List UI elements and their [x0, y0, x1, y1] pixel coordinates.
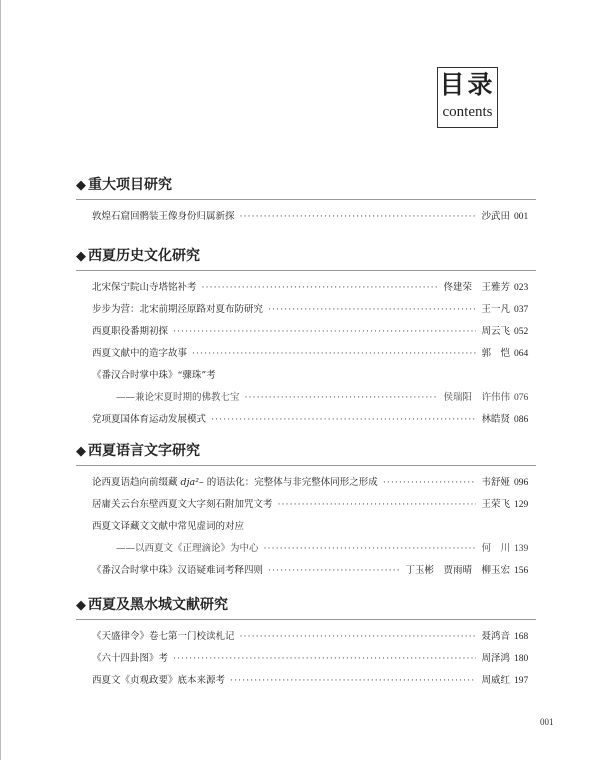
section-title-text: 西夏及黑水城文献研究 [88, 597, 228, 613]
entry-author: 沙武田 [481, 211, 510, 222]
divider [76, 465, 536, 466]
entry-title: 《番汉合时掌中珠》汉语疑难词考释四则 [92, 565, 264, 576]
leader-dots [202, 277, 439, 299]
entry-page: 052 [514, 327, 529, 337]
entry-title: 居庸关云台东壁西夏文大字刻石附加咒文考 [92, 499, 273, 510]
entry-title-italic: dja² [180, 477, 200, 488]
leader-dots [211, 409, 476, 431]
toc-entry[interactable] [76, 409, 536, 431]
entry-page: 197 [514, 676, 529, 686]
divider [76, 199, 536, 200]
entry-title: 北宋保宁院山寺塔铭补考 [92, 282, 197, 293]
diamond-icon: ◆ [76, 444, 86, 459]
entry-title: 步步为营：北宋前期泾原路对夏布防研究 [92, 304, 264, 315]
leader-dots [230, 670, 476, 692]
entry-author: 聂鸿音 [481, 631, 510, 642]
toc-entry[interactable] [76, 670, 536, 692]
entry-title: 《番汉合时掌中珠》“骤珠”考 [92, 370, 216, 381]
toc-entry[interactable] [76, 206, 536, 228]
section-major-projects [76, 174, 536, 228]
entry-author: 郭 恺 [481, 348, 510, 359]
entry-author: 佟建荣 王雅芳 [443, 282, 510, 293]
entry-subtitle: ——以西夏文《正理滴论》为中心 [116, 543, 259, 554]
entry-title-part: – 的语法化：完整体与非完整体同形之形成 [199, 477, 378, 488]
contents-logo [437, 67, 498, 128]
toc-entry[interactable] [76, 516, 536, 538]
entry-title: 《六十四卦图》考 [92, 653, 169, 664]
entry-title-part: 论西夏语趋向前缀藏 [92, 477, 181, 488]
entry-title: 西夏文译藏文文献中常见虚词的对应 [92, 521, 245, 532]
entry-author: 周泽鸿 [481, 653, 510, 664]
leader-dots [264, 538, 477, 560]
leader-dots [173, 321, 476, 343]
leader-dots [268, 560, 400, 582]
entry-author: 丁玉彬 贾雨晴 柳玉宏 [405, 565, 510, 576]
contents-title-cn: 目录 [439, 70, 496, 99]
toc-entry[interactable] [76, 365, 536, 387]
entry-author: 林皓贤 [481, 414, 510, 425]
toc-entry[interactable] [76, 277, 536, 299]
section-heishui-documents [76, 594, 536, 692]
section-xixia-language [76, 440, 536, 582]
toc-entry[interactable] [76, 299, 536, 321]
diamond-icon: ◆ [76, 249, 86, 264]
entry-subtitle: ——兼论宋夏时期的佛教七宝 [116, 392, 240, 403]
leader-dots [192, 343, 476, 365]
entry-title: 西夏职役番期初探 [92, 326, 169, 337]
entry-author: 王一凡 [481, 304, 510, 315]
entry-author: 侯瑞阳 许伟伟 [443, 392, 510, 403]
contents-title-en: contents [442, 104, 493, 120]
page-edge [0, 0, 1, 760]
diamond-icon: ◆ [76, 598, 86, 613]
section-title [76, 440, 536, 462]
entry-title: 西夏文《贞观政要》底本来源考 [92, 675, 226, 686]
toc-entry-subtitle[interactable] [76, 387, 536, 409]
toc-entry[interactable] [76, 472, 536, 494]
entry-title [92, 472, 378, 494]
leader-dots [245, 387, 439, 409]
entry-page: 086 [514, 415, 529, 425]
entry-page: 076 [514, 393, 529, 403]
entry-author: 王荣飞 [481, 499, 510, 510]
entry-page: 023 [514, 283, 529, 293]
entry-author: 周威红 [481, 675, 510, 686]
toc-entry[interactable] [76, 626, 536, 648]
section-title-text: 西夏语言文字研究 [88, 443, 200, 459]
entry-page: 096 [514, 478, 529, 488]
section-title [76, 174, 536, 196]
entry-author: 周云飞 [481, 326, 510, 337]
entry-author: 何 川 [481, 543, 510, 554]
toc-entry-subtitle[interactable] [76, 538, 536, 560]
entry-page: 037 [514, 305, 529, 315]
section-title-text: 重大项目研究 [88, 177, 172, 193]
entry-page: 064 [514, 349, 529, 359]
toc-entry[interactable] [76, 494, 536, 516]
leader-dots [240, 626, 477, 648]
leader-dots [278, 494, 477, 516]
entry-title: 敦煌石窟回鹘装王像身份归属新探 [92, 211, 235, 222]
toc-entry[interactable] [76, 321, 536, 343]
toc-entry[interactable] [76, 343, 536, 365]
leader-dots [173, 648, 476, 670]
entry-page: 180 [514, 654, 529, 664]
diamond-icon: ◆ [76, 178, 86, 193]
divider [76, 270, 536, 271]
toc-entry[interactable] [76, 560, 536, 582]
entry-title: 《天盛律令》卷七第一门校读札记 [92, 631, 235, 642]
section-title-text: 西夏历史文化研究 [88, 248, 200, 264]
entry-page: 129 [514, 500, 529, 510]
entry-author: 韦舒娅 [481, 477, 510, 488]
section-title [76, 594, 536, 616]
leader-dots [268, 299, 476, 321]
entry-page: 168 [514, 632, 529, 642]
entry-page: 139 [514, 544, 529, 554]
leader-dots [383, 472, 477, 494]
section-title [76, 245, 536, 267]
entry-page: 001 [514, 212, 529, 222]
entry-title: 党项夏国体育运动发展模式 [92, 414, 207, 425]
section-xixia-history [76, 245, 536, 431]
leader-dots [240, 206, 477, 228]
page-number: 001 [540, 717, 554, 727]
toc-entry[interactable] [76, 648, 536, 670]
divider [76, 619, 536, 620]
entry-page: 156 [514, 566, 529, 576]
entry-title: 西夏文献中的造字故事 [92, 348, 188, 359]
